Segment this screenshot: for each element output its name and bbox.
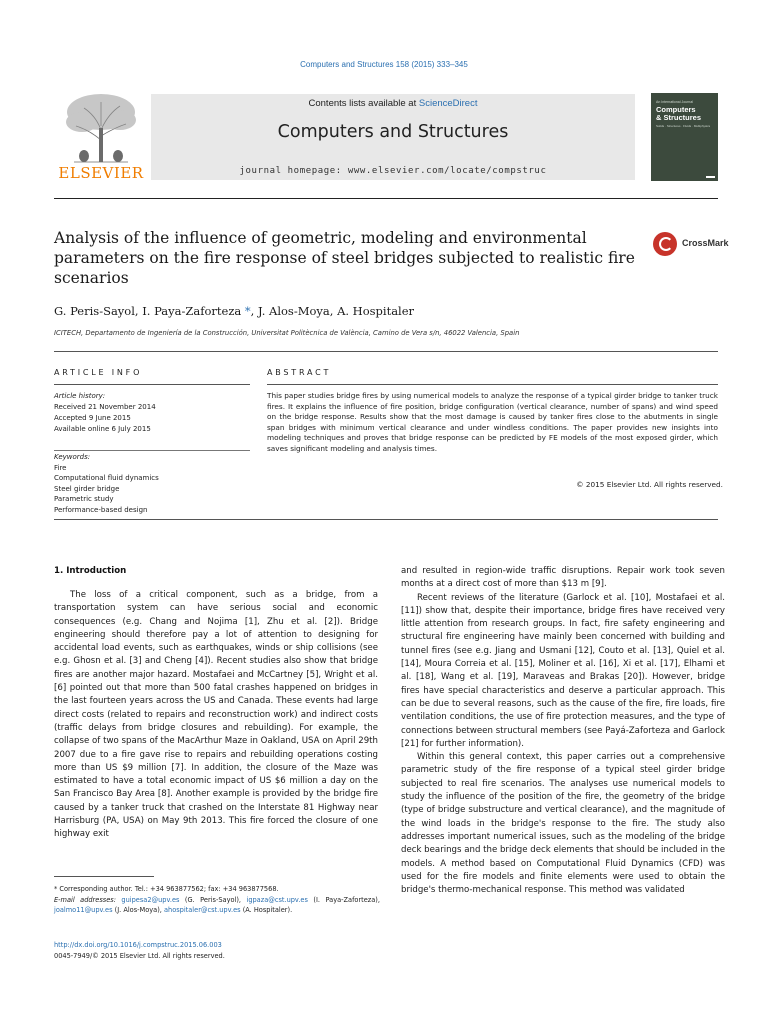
sciencedirect-link[interactable]: ScienceDirect <box>418 98 478 109</box>
email-owner: (I. Paya-Zaforteza), <box>307 895 380 904</box>
abstract-text: This paper studies bridge fires by using numerical models to analyze the response of a typical girder bridge to tanker truck fires. It explains the influence of fire position, bridge configuration (vertical clearance, number of spans) and wind speed on the bridge response. Results show that the most damage is caused by tanker fires close to the abutments in single span bridges with minimum vertical clearance and under windless conditions. The paper provides new insights into modeling techniques and proves that bridge response can be predicted by FE models of the most exposed girder, which saves significant modeling and analysis times. <box>267 391 718 453</box>
body-right-column <box>401 565 725 897</box>
cover-title <box>656 106 701 122</box>
cover-title-line2: & Structures <box>656 113 702 122</box>
corresponding-author-note: * Corresponding author. Tel.: +34 963877562; fax: +34 963877568. <box>54 885 279 893</box>
email-owner: (A. Hospitaler). <box>240 906 293 914</box>
paragraph: The loss of a critical component, such as a bridge, from a transportation system can have serious social and economic consequences (e.g. Chang and Nojima [1], Zhu et al. [2]). Bridge engineering should therefore pay a lot of attention to designing for accidental load events, such as earthquakes, winds or ship collisions (see e.g. Ghosn et al. [3] and Cheng [4]). Recent studies also show that bridge fires are another major hazard. Mostafaei and McCartney [5], Wright et al. [6] pointed out that more than 500 fatal crashes happened on bridges in the last fourteen years across the US and Canada. These events had large direct costs (related to repairs and reconstruction work) and indirect costs (traffic delays from bridge closures and rebuilding). For example, the collapse of two spans of the MacArthur Maze in Oakland, USA on April 29th 2007 due to a fire gave rise to repairs and rebuilding operations costing more than US $9 million [7]. In addition, the closure of the Maze was estimated to have a total economic impact of US $6 million a day on the San Francisco Bay Area [8]. Another example is provided by the bridge fire caused by a tanker truck that crashed on the Interstate 81 Highway near Harrisburg (PA, USA) on May 9th 2013. This fire forced the closure of one highway exit <box>54 590 378 840</box>
paper-title: Analysis of the influence of geometric, modeling and environmental parameters on the fire response of steel bridges subjected to realistic fire scenarios <box>54 229 635 287</box>
online-date: Available online 6 July 2015 <box>54 425 151 433</box>
publisher-name: ELSEVIER <box>58 164 144 182</box>
affiliation: ICITECH, Departamento de Ingeniería de la Construcción, Universitat Politècnica de València, Camino de Vera s/n, 46022 Valencia, Spain <box>54 329 520 337</box>
keyword: Steel girder bridge <box>54 484 120 493</box>
keyword: Computational fluid dynamics <box>54 474 159 483</box>
cover-title-line1: Computers <box>656 105 696 114</box>
keywords-divider <box>54 450 250 451</box>
email-link[interactable]: guipesa2@upv.es <box>121 895 180 904</box>
email-link[interactable]: joalmo11@upv.es <box>54 906 113 914</box>
keywords <box>54 452 250 516</box>
cover-subtitle: Solids · Structures · Fluids · Multiphysics <box>656 124 711 128</box>
keywords-label: Keywords: <box>54 453 91 461</box>
keyword: Parametric study <box>54 495 114 504</box>
issn-line: 0045-7949/© 2015 Elsevier Ltd. All rights reserved. <box>54 952 225 960</box>
section-heading-introduction: 1. Introduction <box>54 566 127 576</box>
email-link[interactable]: ahospitaler@cst.upv.es <box>163 906 241 914</box>
paragraph: and resulted in region-wide traffic disruptions. Repair work took seven months at a direct cost of more than $13 m [9]. <box>401 566 725 590</box>
abstract-copyright: © 2015 Elsevier Ltd. All rights reserved. <box>576 480 723 489</box>
authors-part1: G. Peris-Sayol, I. Paya-Zaforteza <box>54 304 245 318</box>
header-divider <box>54 198 718 199</box>
contents-prefix: Contents lists available at <box>308 98 419 109</box>
abstract-divider <box>267 384 718 385</box>
email-link[interactable]: igpaza@cst.upv.es <box>246 895 308 904</box>
body-left-column <box>54 589 378 842</box>
abstract-heading: ABSTRACT <box>267 368 332 377</box>
journal-cover-thumbnail <box>651 93 718 181</box>
email-addresses <box>54 895 380 916</box>
abstract-bottom-divider <box>54 519 718 520</box>
journal-citation[interactable]: Computers and Structures 158 (2015) 333–345 <box>300 60 468 69</box>
crossmark-icon <box>653 232 677 256</box>
cover-small-text: An International Journal <box>656 100 693 104</box>
article-info-divider <box>54 384 250 385</box>
history-label: Article history: <box>54 392 106 400</box>
article-info-heading: ARTICLE INFO <box>54 368 143 377</box>
contents-line <box>151 98 635 109</box>
crossmark-label: CrossMark <box>682 238 729 248</box>
article-history <box>54 391 250 435</box>
keyword: Performance-based design <box>54 505 148 514</box>
received-date: Received 21 November 2014 <box>54 403 156 411</box>
keyword: Fire <box>54 463 67 472</box>
cover-logo-mark <box>706 176 715 178</box>
paragraph: Recent reviews of the literature (Garlock et al. [10], Mostafaei et al. [11]) show that, despite their importance, bridge fires have received very little attention from research groups. In fact, fire safety engineering and structural fire engineering have mainly been concerned with building and tunnel fires (see e.g. Jiang and Usmani [12], Couto et al. [13], Quiel et al. [14], Moura Correia et al. [15], Moliner et al. [16], Xi et al. [17], Elhami et al. [18], Wang et al. [19], Maraveas and Brakas [20]). However, bridge fires have special characteristics and deserve a particular approach. This can be due to several reasons, such as the cause of the fire, fire loads, fire ventilation conditions, the use of fire protection measures, and the type of connections between structural members (see Payá-Zaforteza and Garlock [21] for further information). <box>401 592 725 749</box>
corresponding-author-marker[interactable]: * <box>244 304 251 318</box>
footnotes <box>54 884 380 916</box>
email-owner: (G. Peris-Sayol), <box>179 895 247 904</box>
journal-info-box <box>151 94 635 180</box>
email-owner: (J. Alos-Moya), <box>112 906 164 914</box>
email-label: E-mail addresses: <box>54 895 116 904</box>
journal-title: Computers and Structures <box>277 122 509 142</box>
accepted-date: Accepted 9 June 2015 <box>54 414 131 422</box>
journal-homepage[interactable]: journal homepage: www.elsevier.com/locate/compstruc <box>239 166 547 176</box>
footnote-divider <box>54 876 154 877</box>
author-list <box>54 304 714 318</box>
doi-link[interactable]: http://dx.doi.org/10.1016/j.compstruc.2015.06.003 <box>54 941 222 949</box>
info-divider <box>54 351 718 352</box>
paragraph: Within this general context, this paper carries out a comprehensive parametric study of the fire response of a typical steel girder bridge subjected to real fire scenarios. The analyses use numerical models to study the influence of the position of the fire, the geometry of the bridge (type of bridge substructure and vertical clearance), and the magnitude of the wind loads in the bridge's response to the fire. The study also addresses important numerical issues, such as the modeling of the bridge deck bearings and the bridge deck elements that should be included in the models. A method based on Computational Fluid Dynamics (CFD) was used for the fire models and finite elements were used to obtain the bridge's thermo-mechanical response. This method was validated <box>401 752 725 896</box>
journal-header <box>54 90 718 182</box>
authors-part2: , J. Alos-Moya, A. Hospitaler <box>250 304 415 318</box>
crossmark-badge[interactable] <box>653 232 733 258</box>
